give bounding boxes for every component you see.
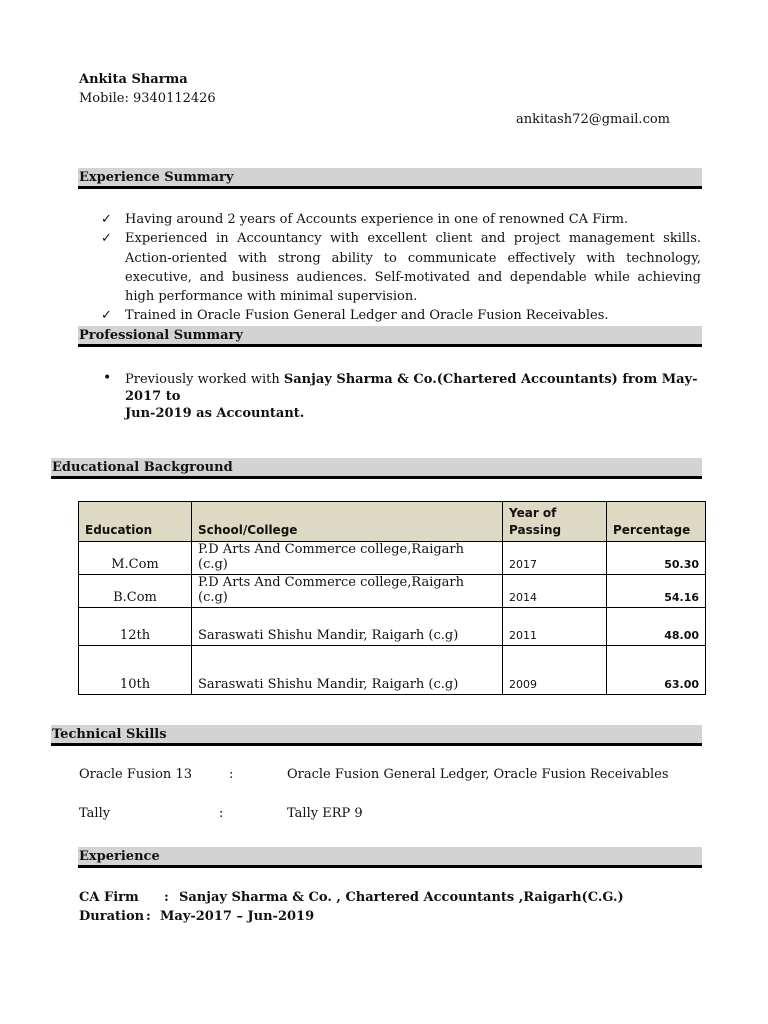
education-cell: 10th: [79, 646, 192, 695]
school-cell: Saraswati Shishu Mandir, Raigarh (c.g): [192, 608, 503, 646]
table-row: [79, 575, 706, 608]
column-header-percentage: Percentage: [607, 502, 706, 542]
firm-separator: :: [164, 890, 169, 905]
firm-value: Sanjay Sharma & Co. , Chartered Accountants ,Raigarh(C.G.): [179, 890, 624, 905]
column-header-school: School/College: [192, 502, 503, 542]
candidate-name: Ankita Sharma: [79, 72, 188, 87]
education-cell: M.Com: [79, 542, 192, 575]
firm-label: CA Firm: [79, 890, 139, 905]
duration-value: May-2017 – Jun-2019: [160, 909, 315, 924]
education-table: [78, 501, 706, 695]
duration-label: Duration: [79, 909, 145, 924]
skill-label-oracle: Oracle Fusion 13: [79, 767, 192, 782]
list-item: ✓ Trained in Oracle Fusion General Ledger and Oracle Fusion Receivables.: [101, 306, 701, 325]
experience-header: [78, 847, 702, 868]
table-row: [79, 608, 706, 646]
professional-summary-header: [78, 326, 702, 347]
column-header-year: Year of Passing: [503, 502, 607, 542]
experience-summary-title: Experience Summary: [79, 170, 234, 185]
skill-label-tally: Tally: [79, 806, 111, 821]
skill-separator: :: [219, 806, 224, 821]
professional-summary-list: [101, 371, 701, 422]
mobile-number: Mobile: 9340112426: [79, 91, 216, 106]
experience-title: Experience: [79, 849, 160, 864]
year-cell: 2011: [503, 608, 607, 646]
check-mark-icon: ✓: [101, 231, 112, 247]
year-cell: 2009: [503, 646, 607, 695]
school-cell: P.D Arts And Commerce college,Raigarh (c.g): [192, 575, 503, 608]
column-header-education: Education: [79, 502, 192, 542]
bullet-icon: •: [103, 370, 112, 386]
year-cell: 2017: [503, 542, 607, 575]
table-row: [79, 646, 706, 695]
school-cell: P.D Arts And Commerce college,Raigarh (c.g): [192, 542, 503, 575]
education-title: Educational Background: [52, 460, 233, 475]
experience-summary-header: [78, 168, 702, 189]
skill-separator: :: [229, 767, 234, 782]
check-mark-icon: ✓: [101, 308, 112, 324]
school-cell: Saraswati Shishu Mandir, Raigarh (c.g): [192, 646, 503, 695]
table-header-row: [79, 502, 706, 542]
technical-skills-header: [51, 725, 702, 746]
percentage-cell: 50.30: [607, 542, 706, 575]
skill-value-oracle: Oracle Fusion General Ledger, Oracle Fusion Receivables: [287, 767, 669, 782]
check-mark-icon: ✓: [101, 212, 112, 227]
professional-summary-title: Professional Summary: [79, 328, 243, 343]
list-item: • Previously worked with Sanjay Sharma & Co.(Chartered Accountants) from May-2017 to Jun-2019 as Accountant.: [103, 370, 698, 421]
percentage-cell: 63.00: [607, 646, 706, 695]
email-address: ankitash72@gmail.com: [516, 112, 671, 127]
education-cell: 12th: [79, 608, 192, 646]
technical-skills-title: Technical Skills: [52, 727, 167, 742]
skill-value-tally: Tally ERP 9: [287, 806, 363, 821]
percentage-cell: 54.16: [607, 575, 706, 608]
duration-separator: :: [146, 909, 151, 924]
year-cell: 2014: [503, 575, 607, 608]
percentage-cell: 48.00: [607, 608, 706, 646]
table-row: [79, 542, 706, 575]
list-item: ✓ Having around 2 years of Accounts experience in one of renowned CA Firm.: [101, 210, 701, 229]
experience-summary-list: [101, 210, 701, 326]
education-header: [51, 458, 702, 479]
education-cell: B.Com: [79, 575, 192, 608]
list-item: ✓ Experienced in Accountancy with excellent client and project management skills. Action-oriented with strong ability to communicate effectively with technology, executive, and business audiences. Self-motivated and dependable while achieving high performance with minimal supervision.: [101, 231, 701, 305]
